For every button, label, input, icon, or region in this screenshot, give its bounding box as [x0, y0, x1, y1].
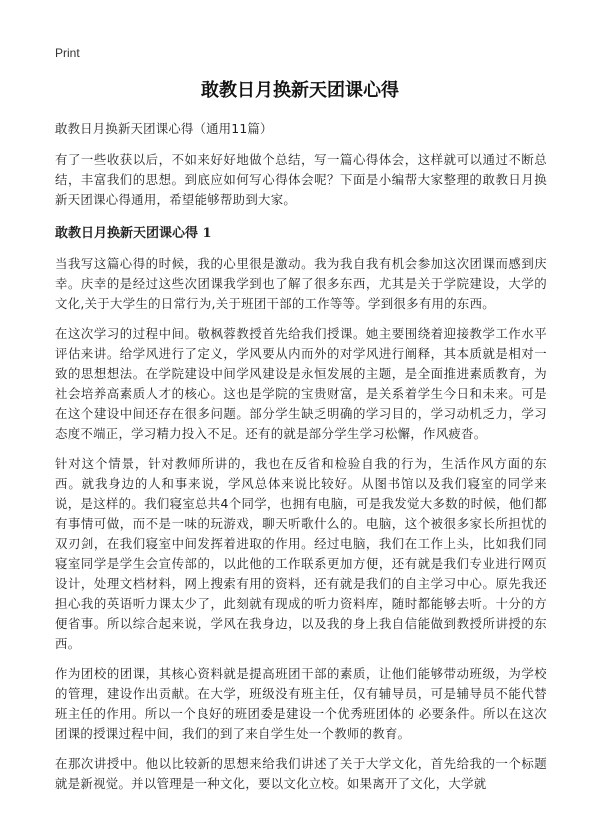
body-paragraph: 针对这个情景，针对教师所讲的，我也在反省和检验自我的行为，生活作风方面的东西。就我身边的人和事来说，学风总体来说比较好。从图书馆以及我们寝室的同学来说，是这样的。我们寝室总共4个同学，也拥有电脑，可是我发觉大多数的时候，他们都有事情可做，而不是一味的玩游戏，聊天听歌什么的。电脑，这个被很多家长所担忧的双刃剑，在我们寝室中间发挥着进取的作用。经过电脑，我们在工作上头，比如我们同寝室同学是学生会宣传部的，以此他的工作联系更加方便，还有就是我们专业进行网页设计，处理文档材料，网上搜索有用的资料，还有就是我们的自主学习中心。原先我还担心我的英语听力课太少了，此刻就有现成的听力资料库，随时都能够去听。十分的方便省事。所以综合起来说，学风在我身边，以及我的身上我自信能做到教授所讲授的东西。	[55, 456, 547, 651]
document-subtitle: 敢教日月换新天团课心得（通用11篇）	[55, 121, 273, 136]
print-link[interactable]: Print	[55, 46, 80, 60]
body-paragraph: 在这次学习的过程中间。敬枫蓉教授首先给我们授课。她主要围绕着迎接教学工作水平评估来讲。给学风进行了定义，学风要从内而外的对学风进行阐释，其本质就是相对一致的思想想法。在学院建设中间学风建设是永恒发展的主题，是全面推进素质教育，为社会培养高素质人才的核心。这也是学院的宝贵财富，是关系着学生今日和未来。可是在这个建设中间还存在很多问题。部分学生缺乏明确的学习目的，学习动机乏力，学习态度不端正，学习精力投入不足。还有的就是部分学生学习松懈，作风疲沓。	[55, 326, 547, 441]
intro-paragraph: 有了一些收获以后，不如来好好地做个总结，写一篇心得体会，这样就可以通过不断总结，丰富我们的思想。到底应如何写心得体会呢？下面是小编帮大家整理的敢教日月换新天团课心得通用，希望能够帮助到大家。	[55, 152, 547, 207]
section-heading: 敢教日月换新天团课心得 1	[55, 226, 212, 241]
body-paragraph: 在那次讲授中。他以比较新的思想来给我们讲述了关于大学文化，首先给我的一个标题就是新视觉。并以管理是一种文化，要以文化立校。如果离开了文化，大学就	[55, 756, 547, 791]
body-paragraph: 当我写这篇心得的时候，我的心里很是激动。我为我自我有机会参加这次团课而感到庆幸。庆幸的是经过这些次团课我学到也了解了很多东西，尤其是关于学院建设，大学的文化,关于大学生的日常行为,关于班团干部的工作等等。学到很多有用的东西。	[55, 256, 547, 311]
page-title: 敢教日月换新天团课心得	[201, 80, 399, 101]
body-paragraph: 作为团校的团课，其核心资料就是提高班团干部的素质，让他们能够带动班级，为学校的管理，建设作出贡献。在大学，班级没有班主任，仅有辅导员，可是辅导员不能代替班主任的作用。所以一个良好的班团委是建设一个优秀班团体的 必要条件。所以在这次团课的授课过程中间，我们的到了来自学生处一个教师的教育。	[55, 666, 547, 741]
article-body	[55, 119, 547, 804]
